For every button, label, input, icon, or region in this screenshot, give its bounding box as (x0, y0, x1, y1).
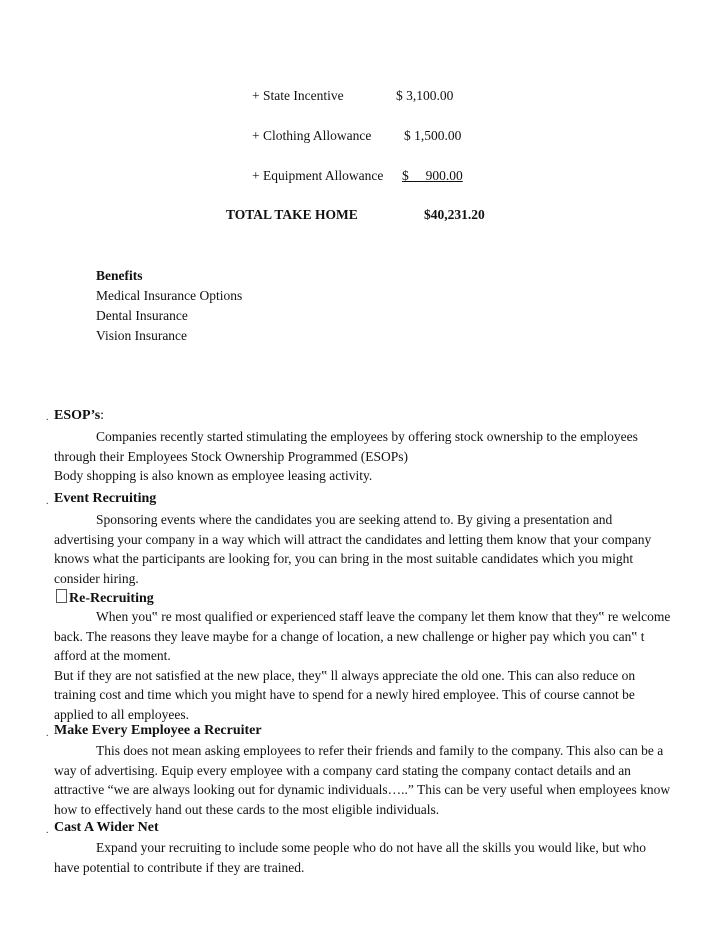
section-title-event-recruiting: Event Recruiting (54, 491, 157, 506)
total-take-home-value: $40,231.20 (424, 207, 485, 222)
income-line-equipment-allowance-label: + Equipment Allowance (252, 168, 384, 183)
income-line-clothing-allowance-label: + Clothing Allowance (252, 128, 372, 143)
section-body-cast-a-wider-net (54, 838, 674, 877)
benefit-item: Vision Insurance (96, 328, 188, 343)
section-body-extra: Body shopping is also known as employee leasing activity. (54, 468, 373, 483)
total-take-home-label: TOTAL TAKE HOME (226, 207, 358, 222)
section-marker: . (46, 728, 49, 739)
section-body-re-recruiting (54, 607, 674, 724)
section-body-text: Sponsoring events where the candidates you are seeking attend to. By giving a presentation and advertising your company in a way which will attract the candidates and letting them know that your company knows what the participants are looking for, you can bring in the most suitable candidates which you might consider hiring. (54, 512, 652, 586)
income-line-equipment-allowance-value: $ 900.00 (402, 168, 463, 183)
section-title-cast-a-wider-net: Cast A Wider Net (54, 820, 159, 835)
section-title-make-every-employee-a-recruiter: Make Every Employee a Recruiter (54, 723, 262, 738)
section-body-text: When you‟ re most qualified or experienced staff leave the company let them know that they‟ re welcome back. The reasons they leave maybe for a change of location, a new challenge or higher pay which you can‟ t afford at the moment. (54, 609, 671, 663)
section-title-suffix: : (100, 408, 105, 423)
section-title-text: Re-Recruiting (69, 591, 154, 606)
section-body-esops (54, 427, 674, 486)
section-marker: . (46, 412, 49, 423)
income-line-state-incentive-label: + State Incentive (252, 88, 344, 103)
section-marker: . (46, 825, 49, 836)
benefit-item: Medical Insurance Options (96, 288, 243, 303)
section-title-text: ESOP’s (54, 408, 101, 423)
section-body-extra: But if they are not satisfied at the new place, they‟ ll always appreciate the old one. This can also reduce on training cost and time which you might have to spend for a newly hired employee. This of course cannot be applied to all employees. (54, 667, 636, 722)
section-title-re-recruiting (56, 589, 154, 607)
income-line-clothing-allowance-value: $ 1,500.00 (404, 128, 462, 143)
income-line-state-incentive-value: $ 3,100.00 (396, 88, 454, 103)
section-marker: . (46, 496, 49, 507)
section-body-text: Companies recently started stimulating the employees by offering stock ownership to the employees through their Employees Stock Ownership Programmed (ESOPs) (54, 429, 638, 464)
benefit-item: Dental Insurance (96, 308, 188, 323)
section-body-text: This does not mean asking employees to refer their friends and family to the company. This also can be a way of advertising. Equip every employee with a company card stating the company contact details and an attractive “we are always looking out for dynamic individuals…..” This can be very useful when employees know how to effectively hand out these cards to the most eligible individuals. (54, 743, 671, 817)
section-body-make-every-employee-a-recruiter (54, 741, 674, 819)
section-title-esops (54, 408, 104, 424)
section-body-text: Expand your recruiting to include some people who do not have all the skills you would like, but who have potential to contribute if they are trained. (54, 840, 647, 875)
missing-glyph-icon (56, 589, 67, 603)
section-body-event-recruiting (54, 510, 674, 588)
benefits-heading: Benefits (96, 268, 143, 283)
